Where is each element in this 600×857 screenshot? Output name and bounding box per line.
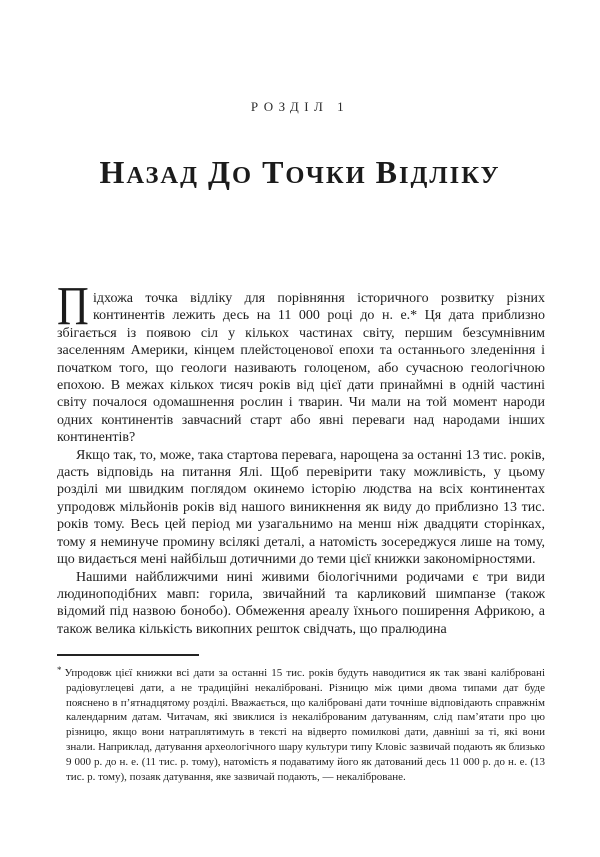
footnote-divider: [57, 654, 199, 656]
body-text: [57, 288, 545, 656]
footnote-body: Упродовж цієї книжки всі дати за останні 15 тис. років будуть наводитися як так звані калібровані радіовуглецеві дати, а не традиційні некалібровані. Різницю між цими двома типами дат буде пояснено в п’ятнадцятому розділі. Вважається, що калібровані дати точніше відповідають справжнім календарним датам. Читачам, які звиклися із некаліброваним датуванням, слід пам’ятати про цю різницю, якщо вони натраплятимуть в тексті на відверто помилкові дати, давніші за ті, які вони знали. Наприклад, датування археологічного шару культури типу Кловіс зазвичай подають як близько 9 000 р. до н. е. (11 тис. р. тому), натомість я подаватиму його як датований десь 11 000 р. до н. е. (13 тис. р. тому), позаяк датування, яке зазвичай подають, — некаліброване.: [64, 667, 545, 783]
footnote-marker: *: [57, 665, 62, 675]
paragraph-text: ідхожа точка відліку для порівняння історичного розвитку різних континентів лежить десь на 11 000 році до н. е.* Ця дата приблизно збігається із появою сіл у кількох частинах світу, першим безсумнівним заселенням Америки, кінцем плейстоценової епохи та останнього зледеніння і початком того, що геологи називають голоценом, або сучасною геологічною епохою. В межах кількох тисяч років від цієї дати принаймні в одній частині світу почалося одомашнення рослин і тварин. Чи мали на той момент народи одних континентів завчасний старт або явні переваги над народами інших континентів?: [57, 291, 545, 446]
drop-cap-spacer: [57, 290, 93, 324]
paragraph-text: Якщо так, то, може, така стартова перевага, нарощена за останні 13 тис. років, дасть відповідь на питання Ялі. Щоб перевірити таку можливість, у цьому розділі ми швидким поглядом окинемо історію людства на всіх континентах упродовж мільйонів років від нашого виникнення як виду до приблизно 13 тис. років тому. Весь цей період ми узагальнимо на менш ніж двадцяти сторінках, тому я неминуче промину всілякі деталі, а натомість зосереджуся лише на тому, що видається мені найбільш дотичними до теми цієї книжки закономірностями.: [57, 447, 545, 568]
footnote: [57, 654, 545, 784]
paragraph: [57, 447, 545, 569]
chapter-label: РОЗДІЛ 1: [250, 99, 350, 114]
paragraph-text: Нашими найближчими нині живими біологічними родичами є три види людиноподібних мавп: горила, звичайний та карликовий шимпанзе (також відомий під назвою бонобо). Обмеження ареалу їхнього поширення Африкою, а також велика кількість викопних решток свідчать, що пралюдина: [57, 569, 545, 637]
chapter-title: НАЗАД ДО ТОЧКИ ВІДЛІКУ: [99, 154, 501, 190]
paragraph: [57, 290, 545, 447]
drop-cap: П: [57, 275, 89, 336]
footnote-text: [57, 663, 545, 784]
paragraph: [57, 569, 545, 639]
